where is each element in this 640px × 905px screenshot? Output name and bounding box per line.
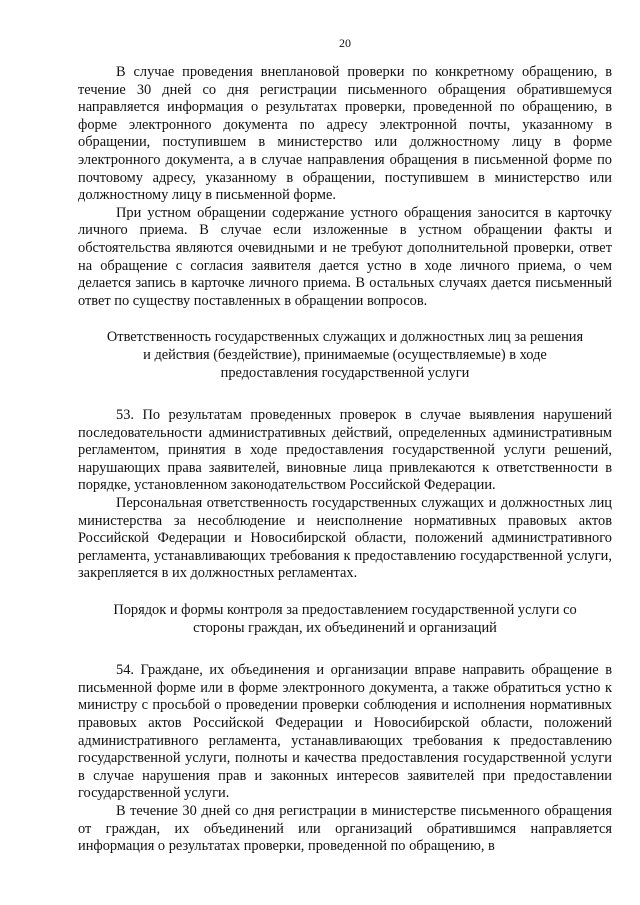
paragraph-53: 53. По результатам проведенных проверок в случае выявления нарушений последовательности административных действий, определенных административным регламентом, принятия в ходе предоставления государственной услуги решений, нарушающих права заявителей, виновные лица привлекаются к ответственности в порядке, установленном законодательством Российской Федерации.: [78, 407, 612, 494]
spacer: [78, 637, 612, 662]
spacer: [78, 382, 612, 407]
section-heading-responsibility: Ответственность государственных служащих и должностных лиц за решения и действия (бездействие), принимаемые (осуществляемые) в ходе предоставления государственной услуги: [106, 329, 584, 381]
spacer: [78, 310, 612, 329]
paragraph-oral-appeal: При устном обращении содержание устного обращения заносится в карточку личного приема. В случае если изложенные в устном обращении факты и обстоятельства являются очевидными и не требуют дополнительной проверки, ответ на обращение с согласия заявителя дается устно в ходе личного приема, о чем делается запись в карточке личного приема. В остальных случаях дается письменный ответ по существу поставленных в обращении вопросов.: [78, 204, 612, 309]
spacer: [78, 583, 612, 602]
paragraph-54: 54. Граждане, их объединения и организации вправе направить обращение в письменной форме или в форме электронного документа, а также обратиться устно к министру с просьбой о проведении проверки соблюдения и исполнения нормативных правовых актов Российской Федерации и Новосибирской области, положений административного регламента, устанавливающих требования к предоставлению государственной услуги, полноты и качества предоставления государственной услуги в случае нарушения прав и законных интересов заявителей при предоставлении государственной услуги.: [78, 662, 612, 802]
section-heading-public-control: Порядок и формы контроля за предоставлением государственной услуги со стороны граждан, их объединений и организаций: [113, 602, 577, 636]
paragraph-unscheduled-inspection-result: В случае проведения внеплановой проверки по конкретному обращению, в течение 30 дней со дня регистрации письменного обращения обратившемуся направляется информация о результатах проверки, проведенной по обращению, в форме электронного документа по адресу электронной почты, указанному в обращении, поступившем в министерство или должностному лицу в форме электронного документа, а в случае направления обращения в письменной форме по почтовому адресу, указанному в обращении, поступившем в министерство или должностному лицу в письменной форме.: [78, 64, 612, 204]
document-page: [78, 36, 612, 856]
paragraph-30-day-response: В течение 30 дней со дня регистрации в министерстве письменного обращения от граждан, их объединений или организаций обратившимся направляется информация о результатах проверки, проведенной по обращению, в: [78, 802, 612, 855]
paragraph-personal-responsibility: Персональная ответственность государственных служащих и должностных лиц министерства за несоблюдение и неисполнение нормативных правовых актов Российской Федерации и Новосибирской области, положений административного регламента, устанавливающих требования к предоставлению государственной услуги, закрепляется в их должностных регламентах.: [78, 495, 612, 582]
page-number: 20: [339, 36, 351, 50]
